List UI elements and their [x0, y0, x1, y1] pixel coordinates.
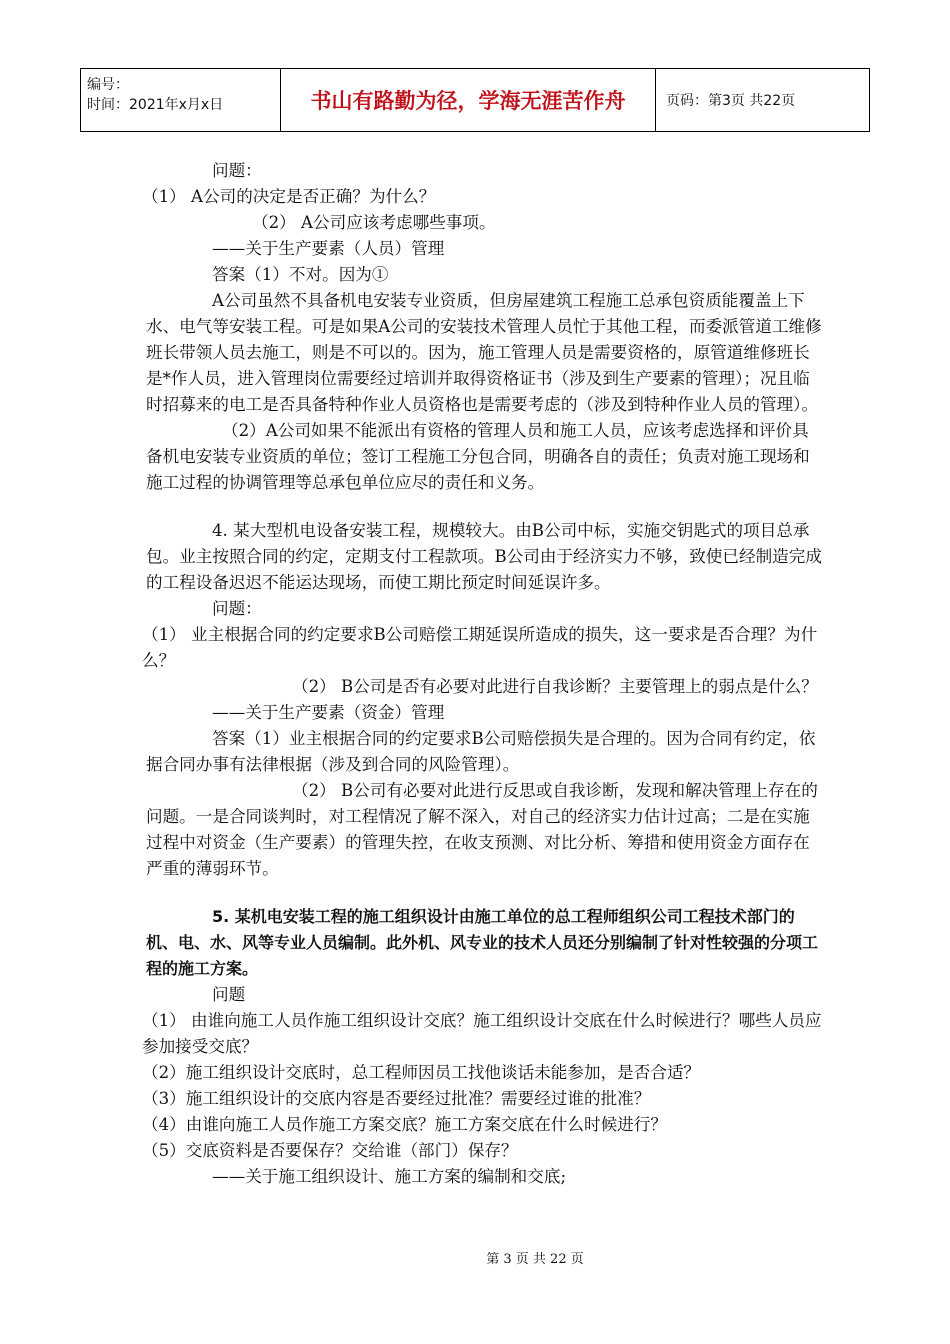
paragraph: （2）A公司如果不能派出有资格的管理人员和施工人员，应该考虑选择和评价具备机电安装专业资质的单位；签订工程施工分包合同，明确各自的责任；负责对施工现场和施工过程的协调管理等总承包单位应尽的责任和义务。 [146, 421, 810, 492]
paragraph: 问题： [212, 599, 262, 618]
paragraph: （2）施工组织设计交底时，总工程师因员工找他谈话未能参加，是否合适？ [142, 1063, 701, 1082]
paragraph: （1） 由谁向施工人员作施工组织设计交底？施工组织设计交底在什么时候进行？哪些人员应参加接受交底？ [142, 1011, 822, 1056]
paragraph-heading: 5. 某机电安装工程的施工组织设计由施工单位的总工程师组织公司工程技术部门的机、电、水、风等专业人员编制。此外机、风专业的技术人员还分别编制了针对性较强的分项工程的施工方案。 [146, 907, 819, 978]
paragraph: （2） B公司有必要对此进行反思或自我诊断，发现和解决管理上存在的问题。一是合同谈判时，对工程情况了解不深入，对自己的经济实力估计过高；二是在实施过程中对资金（生产要素）的管理失控，在收支预测、对比分析、筹措和使用资金方面存在严重的薄弱环节。 [146, 781, 818, 878]
page-footer: 第 3 页 共 22 页 [486, 1252, 584, 1267]
paragraph: （4）由谁向施工人员作施工方案交底？施工方案交底在什么时候进行？ [142, 1115, 667, 1134]
paragraph: （3）施工组织设计的交底内容是否要经过批准？需要经过谁的批准？ [142, 1089, 651, 1108]
paragraph: 答案（1）业主根据合同的约定要求B公司赔偿损失是合理的。因为合同有约定，依据合同办事有法律根据（涉及到合同的风险管理）。 [146, 729, 816, 774]
paragraph: 答案（1）不对。因为① [212, 265, 389, 284]
document-date-label: 时间：2021年x月x日 [87, 97, 224, 113]
paragraph: （1） 业主根据合同的约定要求B公司赔偿工期延误所造成的损失，这一要求是否合理？为什么？ [142, 625, 818, 670]
paragraph: A公司虽然不具备机电安装专业资质，但房屋建筑工程施工总承包资质能覆盖上下水、电气等安装工程。可是如果A公司的安装技术管理人员忙于其他工程，而委派管道工维修班长带领人员去施工，则是不可以的。因为，施工管理人员是需要资格的，原管道维修班长是*作人员，进入管理岗位需要经过培训并取得资格证书（涉及到生产要素的管理）；况且临时招募来的电工是否具备特种作业人员资格也是需要考虑的（涉及到特种作业人员的管理）。 [146, 291, 822, 414]
paragraph: 4. 某大型机电设备安装工程，规模较大。由B公司中标，实施交钥匙式的项目总承包。业主按照合同的约定，定期支付工程款项。B公司由于经济实力不够，致使已经制造完成的工程设备迟迟不能运达现场，而使工期比预定时间延误许多。 [146, 521, 822, 592]
page-header [80, 68, 870, 132]
paragraph: 问题 [212, 985, 246, 1004]
header-page-label: 页码：第3页 共22页 [666, 93, 796, 109]
header-meta [81, 69, 281, 131]
document-body [142, 158, 822, 1190]
document-number-label: 编号： [87, 77, 129, 93]
paragraph: ——关于生产要素（人员）管理 [212, 239, 445, 258]
paragraph: （2） B公司是否有必要对此进行自我诊断？主要管理上的弱点是什么？ [292, 677, 818, 696]
paragraph: （1） A公司的决定是否正确？为什么？ [142, 187, 436, 206]
paragraph: ——关于生产要素（资金）管理 [212, 703, 445, 722]
paragraph: 问题： [212, 161, 262, 180]
header-motto: 书山有路勤为径，学海无涯苦作舟 [281, 69, 656, 131]
paragraph: ——关于施工组织设计、施工方案的编制和交底; [212, 1167, 567, 1186]
paragraph: （2） A公司应该考虑哪些事项。 [252, 213, 496, 232]
paragraph: （5）交底资料是否要保存？交给谁（部门）保存？ [142, 1141, 518, 1160]
